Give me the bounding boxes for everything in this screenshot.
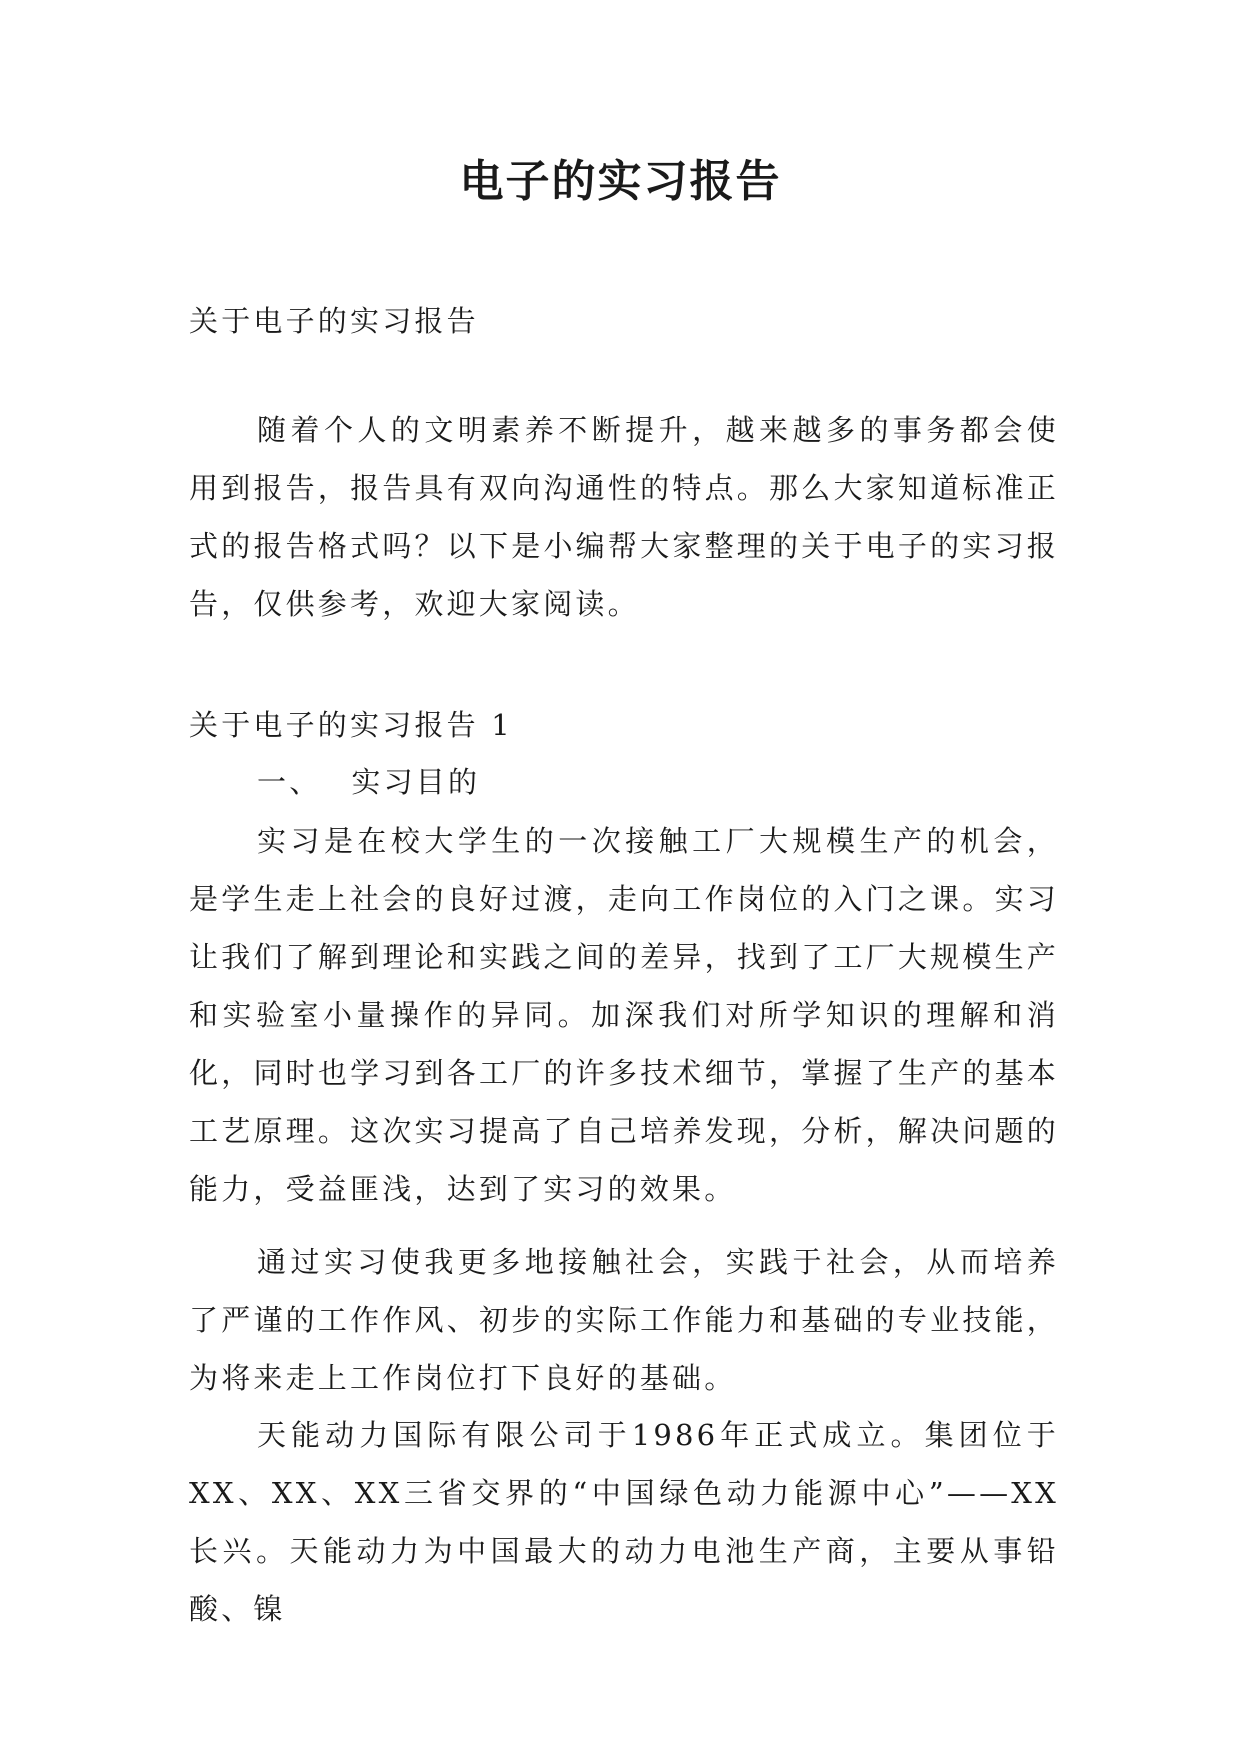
section-subheading [189, 753, 1059, 811]
document-title: 电子的实习报告 [459, 156, 782, 207]
section-heading: 关于电子的实习报告 1 [189, 708, 513, 742]
body-paragraph: 实习是在校大学生的一次接触工厂大规模生产的机会，是学生走上社会的良好过渡，走向工作岗位的入门之课。实习让我们了解到理论和实践之间的差异，找到了工厂大规模生产和实验室小量操作的异同。加深我们对所学知识的理解和消化，同时也学习到各工厂的许多技术细节，掌握了生产的基本工艺原理。这次实习提高了自己培养发现，分析，解决问题的能力，受益匪浅，达到了实习的效果。 [189, 824, 1059, 1206]
document-subtitle: 关于电子的实习报告 [189, 304, 479, 338]
body-paragraph: 天能动力国际有限公司于1986年正式成立。集团位于XX、XX、XX三省交界的“中国绿色动力能源中心”——XX长兴。天能动力为中国最大的动力电池生产商，主要从事铅酸、镍 [189, 1418, 1059, 1626]
body-paragraph: 通过实习使我更多地接触社会，实践于社会，从而培养了严谨的工作作风、初步的实际工作能力和基础的专业技能，为将来走上工作岗位打下良好的基础。 [189, 1245, 1059, 1395]
intro-paragraph: 随着个人的文明素养不断提升，越来越多的事务都会使用到报告，报告具有双向沟通性的特点。那么大家知道标准正式的报告格式吗？以下是小编帮大家整理的关于电子的实习报告，仅供参考，欢迎大家阅读。 [189, 413, 1059, 621]
section-sub-title: 实习目的 [351, 765, 481, 799]
section-sub-number: 一、 [257, 765, 322, 799]
